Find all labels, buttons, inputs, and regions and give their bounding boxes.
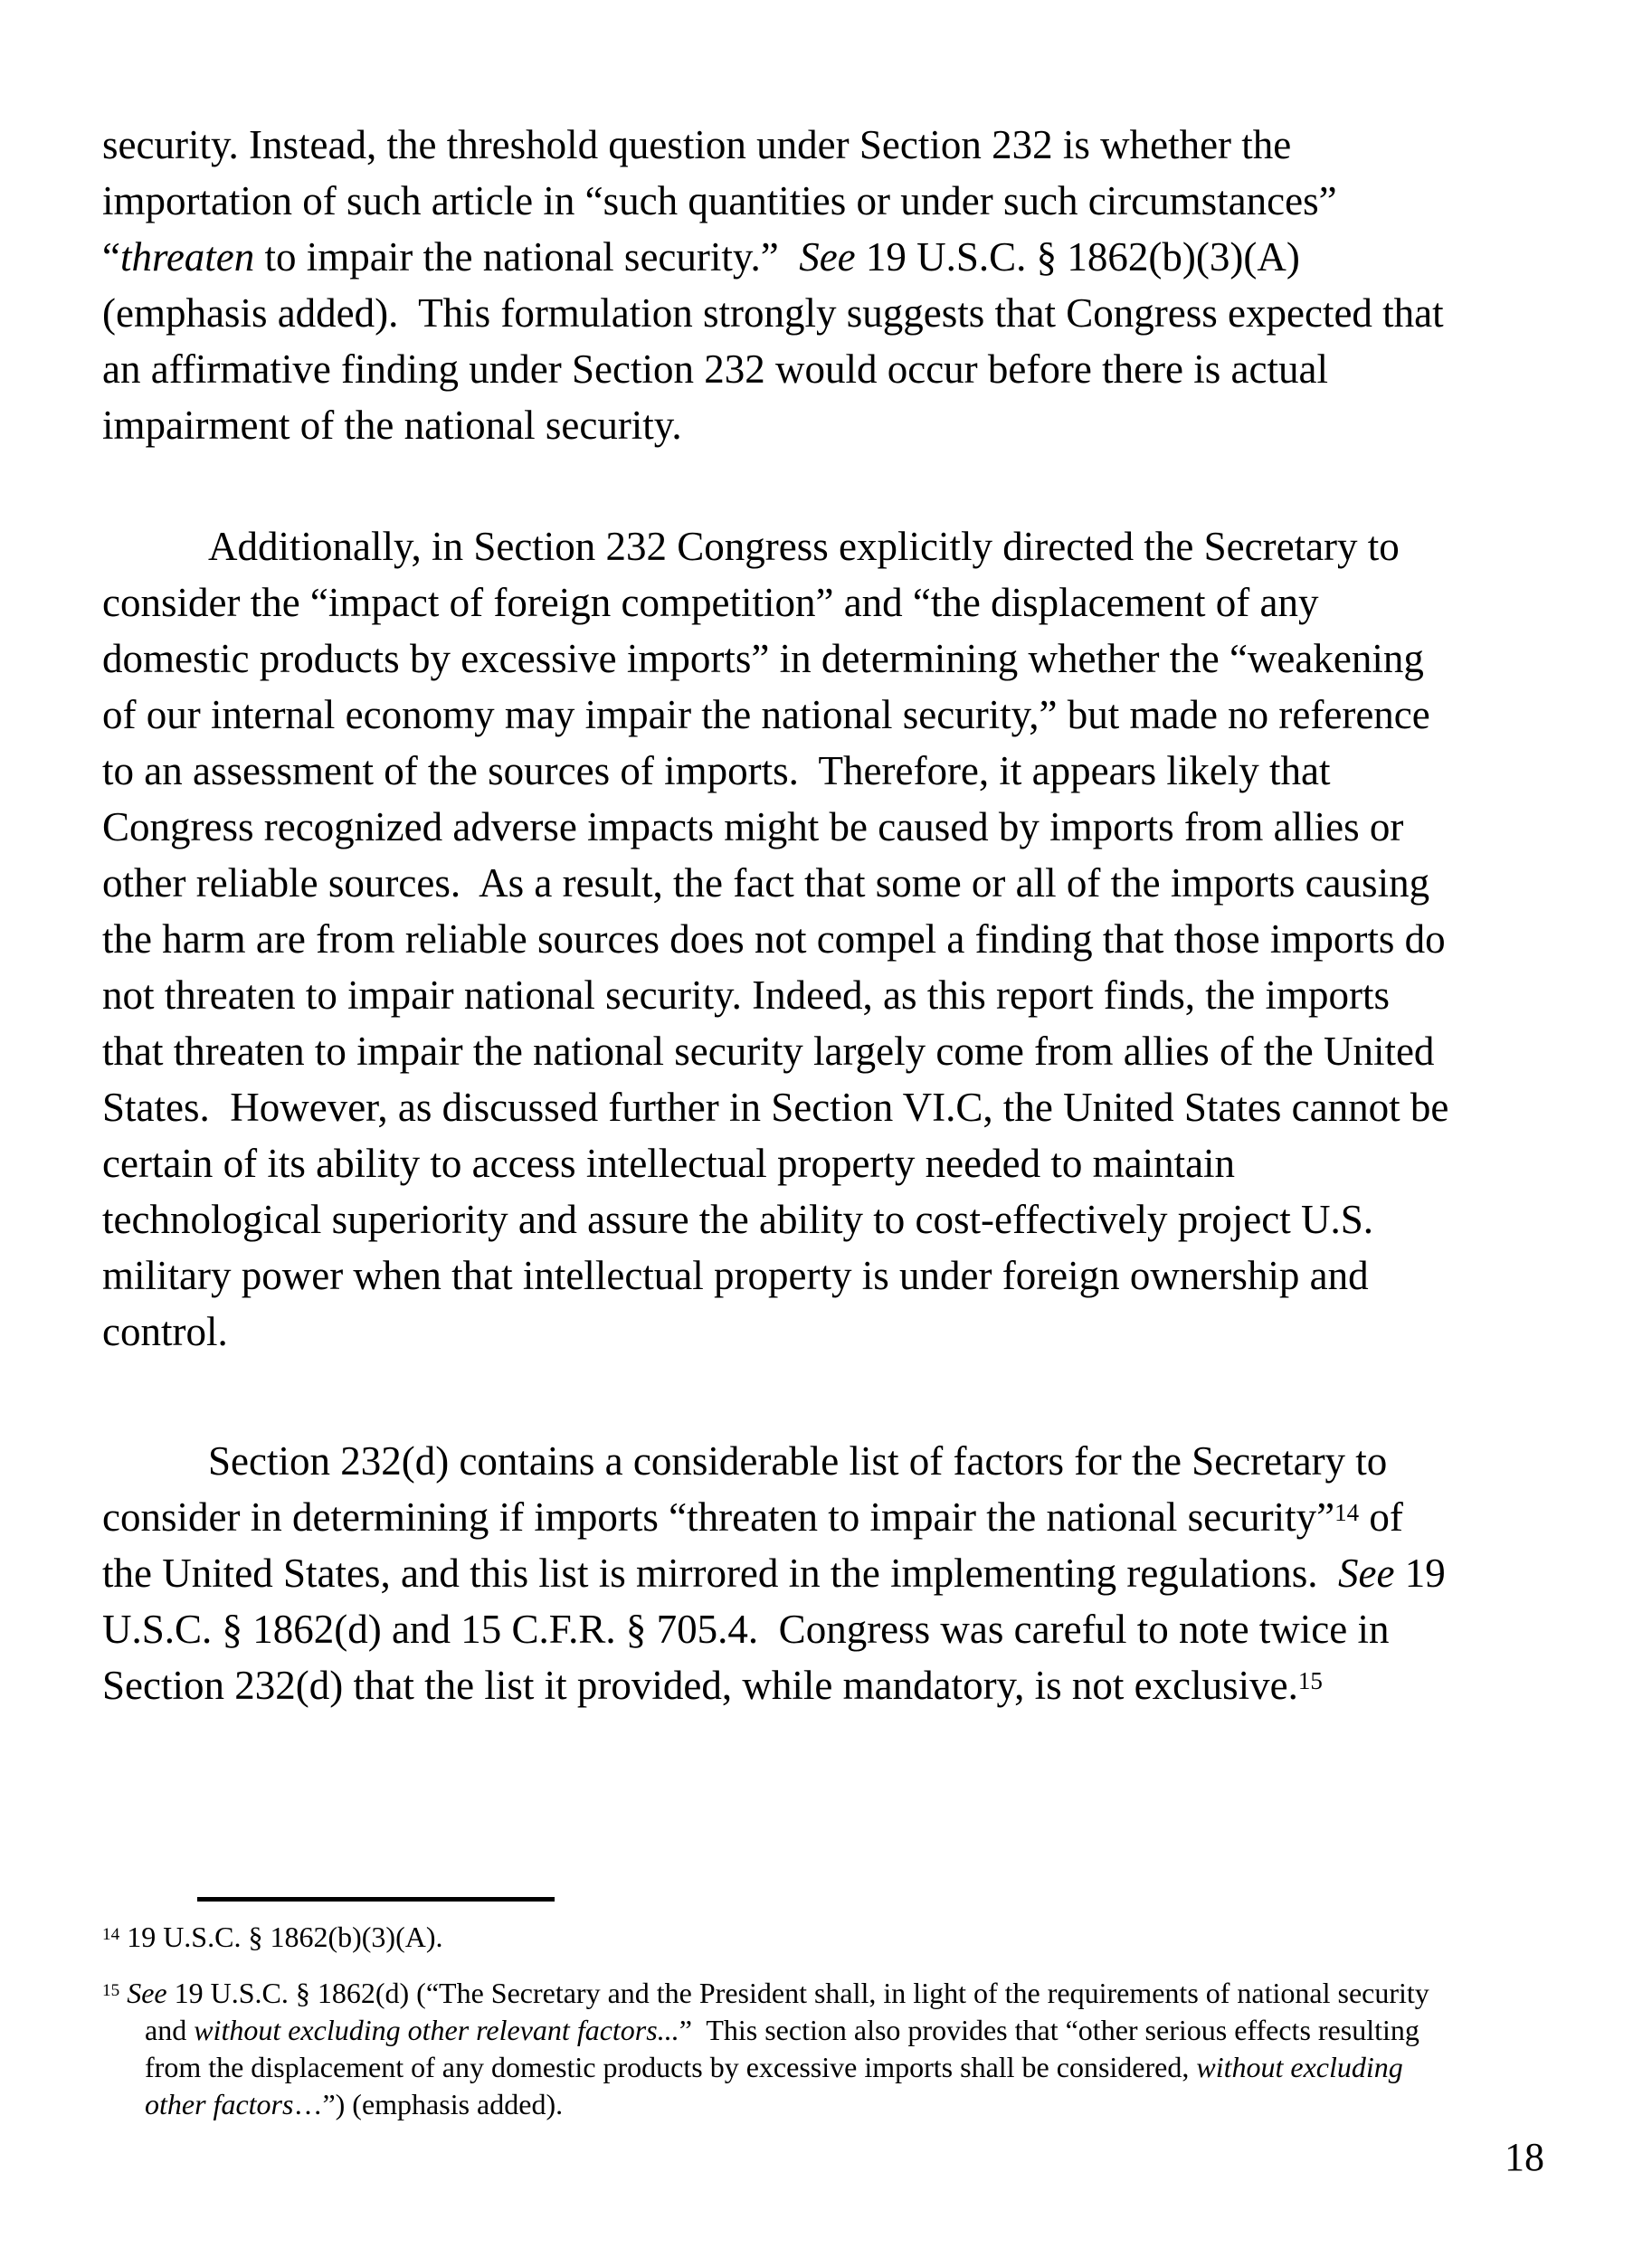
footnote-reference-number: 14 [102,1924,120,1944]
text-run: “ [102,234,120,280]
footnote-15 [102,1975,1553,2123]
text-line [102,1135,1553,1191]
text-run: …”) (emphasis added). [293,2088,564,2120]
text-run [119,1977,127,2009]
footnote-reference-number: 15 [1297,1666,1323,1694]
text-line [102,1601,1553,1657]
text-line [102,855,1553,911]
footnote-line [102,2012,1553,2049]
emphasized-text: See [799,234,856,280]
text-line [102,1023,1553,1079]
text-run: other reliable sources. As a result, the fact that some or all of the imports causing [102,860,1430,906]
text-run: certain of its ability to access intellectual property needed to maintain [102,1141,1236,1186]
emphasized-text: See [1338,1551,1395,1596]
text-line [102,1247,1553,1304]
text-run: Section 232(d) contains a considerable list of factors for the Secretary to [208,1438,1388,1484]
text-run: from the displacement of any domestic products by excessive imports shall be considered, [145,2051,1197,2083]
text-line [102,799,1553,855]
text-line [102,1433,1553,1489]
emphasized-text: other factors [145,2088,294,2120]
text-run: not threaten to impair national security. Indeed, as this report finds, the imports [102,972,1390,1018]
text-run: importation of such article in “such quantities or under such circumstances” [102,178,1337,223]
text-run: consider the “impact of foreign competition” and “the displacement of any [102,580,1319,625]
text-line [102,229,1553,285]
text-line [102,574,1553,631]
emphasized-text: without excluding other relevant factors... [194,2014,679,2046]
text-run: 19 U.S.C. § 1862(d) (“The Secretary and the President shall, in light of the requirements of national security [166,1977,1429,2009]
text-line [102,967,1553,1023]
text-line [102,173,1553,229]
text-run: security. Instead, the threshold question under Section 232 is whether the [102,122,1292,167]
text-run: the United States, and this list is mirrored in the implementing regulations. [102,1551,1339,1596]
footnote-separator-rule [197,1897,555,1902]
text-run: control. [102,1309,228,1354]
text-run: military power when that intellectual property is under foreign ownership and [102,1253,1369,1298]
emphasized-text: threaten [119,234,255,280]
text-line [102,1657,1553,1713]
text-run: to impair the national security.” [254,234,800,280]
paragraph-3 [102,1433,1553,1713]
text-run: the harm are from reliable sources does not compel a finding that those imports do [102,916,1446,962]
emphasized-text: without excluding [1196,2051,1403,2083]
text-line [102,687,1553,743]
paragraph-2 [102,518,1553,1360]
text-run: (emphasis added). This formulation strongly suggests that Congress expected that [102,290,1444,336]
text-line [102,743,1553,799]
text-line [102,117,1553,173]
text-run: technological superiority and assure the ability to cost-effectively project U.S. [102,1197,1373,1242]
text-run: 19 U.S.C. § 1862(b)(3)(A) [855,234,1300,280]
text-run: 19 [1394,1551,1446,1596]
text-run: domestic products by excessive imports” in determining whether the “weakening [102,636,1424,681]
text-run: 19 U.S.C. § 1862(b)(3)(A). [119,1921,443,1953]
footnote-line [102,1975,1553,2012]
text-run: impairment of the national security. [102,403,682,448]
footnotes-section [102,1919,1553,2123]
text-run: ” This section also provides that “other serious effects resulting [679,2014,1419,2046]
text-run: Section 232(d) that the list it provided, while mandatory, is not exclusive. [102,1663,1298,1708]
text-run: and [145,2014,195,2046]
text-run: an affirmative finding under Section 232 would occur before there is actual [102,346,1328,392]
footnote-reference-number: 15 [102,1980,120,2000]
text-line [102,1079,1553,1135]
text-line [102,285,1553,341]
footnote-line [102,2049,1553,2086]
text-line [102,1304,1553,1360]
text-run: of our internal economy may impair the national security,” but made no reference [102,692,1430,737]
text-line [102,631,1553,687]
text-line [102,1545,1553,1601]
body-text [102,0,1553,1713]
text-run: States. However, as discussed further in Section VI.C, the United States cannot be [102,1085,1449,1130]
text-run: Additionally, in Section 232 Congress explicitly directed the Secretary to [208,524,1400,569]
footnote-14 [102,1919,1553,1956]
text-run: that threaten to impair the national security largely come from allies of the United [102,1029,1435,1074]
page-number: 18 [1505,2135,1544,2179]
footnote-line [102,2086,1553,2123]
text-line [102,518,1553,574]
emphasized-text: See [127,1977,167,2009]
text-line [102,1489,1553,1545]
text-line [102,911,1553,967]
text-run: Congress recognized adverse impacts might be caused by imports from allies or [102,804,1404,849]
text-run: U.S.C. § 1862(d) and 15 C.F.R. § 705.4. Congress was careful to note twice in [102,1607,1390,1652]
paragraph-1 [102,117,1553,453]
text-run: of [1359,1494,1403,1540]
text-line [102,397,1553,453]
text-run: consider in determining if imports “threaten to impair the national security” [102,1494,1335,1540]
text-line [102,1191,1553,1247]
text-line [102,341,1553,397]
text-run: to an assessment of the sources of imports. Therefore, it appears likely that [102,748,1331,793]
footnote-reference-number: 14 [1334,1498,1360,1526]
footnote-line [102,1919,1553,1956]
